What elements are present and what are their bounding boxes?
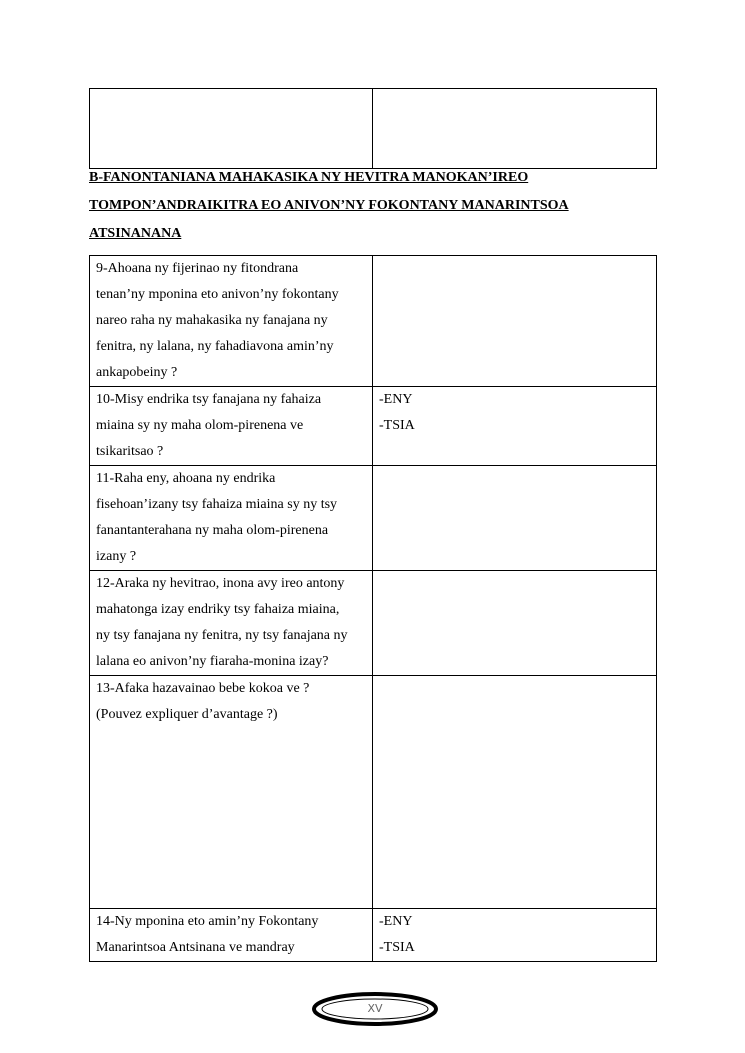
question-text: lalana eo anivon’ny fiaraha-monina izay? <box>96 654 329 669</box>
answer-cell[interactable] <box>373 676 657 909</box>
heading-line: B-FANONTANIANA MAHAKASIKA NY HEVITRA MANOKAN’IREO <box>89 170 529 185</box>
question-cell <box>90 676 373 909</box>
answer-cell[interactable] <box>373 571 657 676</box>
question-text: (Pouvez expliquer d’avantage ?) <box>96 707 278 722</box>
heading-line: TOMPON’ANDRAIKITRA EO ANIVON’NY FOKONTANY MANARINTSOA <box>89 198 569 213</box>
answer-option-no[interactable]: -TSIA <box>379 940 415 955</box>
question-text: fisehoan’izany tsy fahaiza miaina sy ny tsy <box>96 497 338 512</box>
questionnaire-table <box>89 255 657 962</box>
question-text: mahatonga izay endriky tsy fahaiza miaina, <box>96 602 340 617</box>
question-text: 14-Ny mponina eto amin’ny Fokontany <box>96 914 319 929</box>
page-number: XV <box>367 1002 383 1015</box>
question-text: 9-Ahoana ny fijerinao ny fitondrana <box>96 261 299 276</box>
question-text: miaina sy ny maha olom-pirenena ve <box>96 418 304 433</box>
table-row <box>90 256 657 387</box>
answer-cell <box>373 387 657 466</box>
question-text: 13-Afaka hazavainao bebe kokoa ve ? <box>96 681 310 696</box>
table-row <box>90 387 657 466</box>
question-text: fenitra, ny lalana, ny fahadiavona amin’ny <box>96 339 334 354</box>
answer-cell <box>373 89 657 169</box>
question-text: nareo raha ny mahakasika ny fanajana ny <box>96 313 328 328</box>
table-row <box>90 676 657 909</box>
question-text: tsikaritsao ? <box>96 444 164 459</box>
table-row <box>90 466 657 571</box>
question-text: ankapobeiny ? <box>96 365 178 380</box>
question-text: ny tsy fanajana ny fenitra, ny tsy fanajana ny <box>96 628 348 643</box>
answer-option-yes[interactable]: -ENY <box>379 914 413 929</box>
question-text: tenan’ny mponina eto anivon’ny fokontany <box>96 287 339 302</box>
heading-line: ATSINANANA <box>89 226 182 241</box>
question-cell <box>90 571 373 676</box>
question-text: izany ? <box>96 549 137 564</box>
question-cell <box>90 909 373 962</box>
answer-cell[interactable] <box>373 256 657 387</box>
page-number-footer <box>311 992 439 1026</box>
question-text: fanantanterahana ny maha olom-pirenena <box>96 523 329 538</box>
question-cell <box>90 89 373 169</box>
question-cell <box>90 466 373 571</box>
section-heading <box>89 164 659 248</box>
question-text: 10-Misy endrika tsy fanajana ny fahaiza <box>96 392 322 407</box>
answer-cell[interactable] <box>373 466 657 571</box>
table-row <box>90 909 657 962</box>
question-text: 11-Raha eny, ahoana ny endrika <box>96 471 276 486</box>
question-cell <box>90 256 373 387</box>
question-text: 12-Araka ny hevitrao, inona avy ireo antony <box>96 576 345 591</box>
answer-option-yes[interactable]: -ENY <box>379 392 413 407</box>
answer-option-no[interactable]: -TSIA <box>379 418 415 433</box>
question-cell <box>90 387 373 466</box>
top-empty-table <box>89 88 657 169</box>
answer-cell <box>373 909 657 962</box>
table-row <box>90 89 657 169</box>
question-text: Manarintsoa Antsinana ve mandray <box>96 940 295 955</box>
table-row <box>90 571 657 676</box>
